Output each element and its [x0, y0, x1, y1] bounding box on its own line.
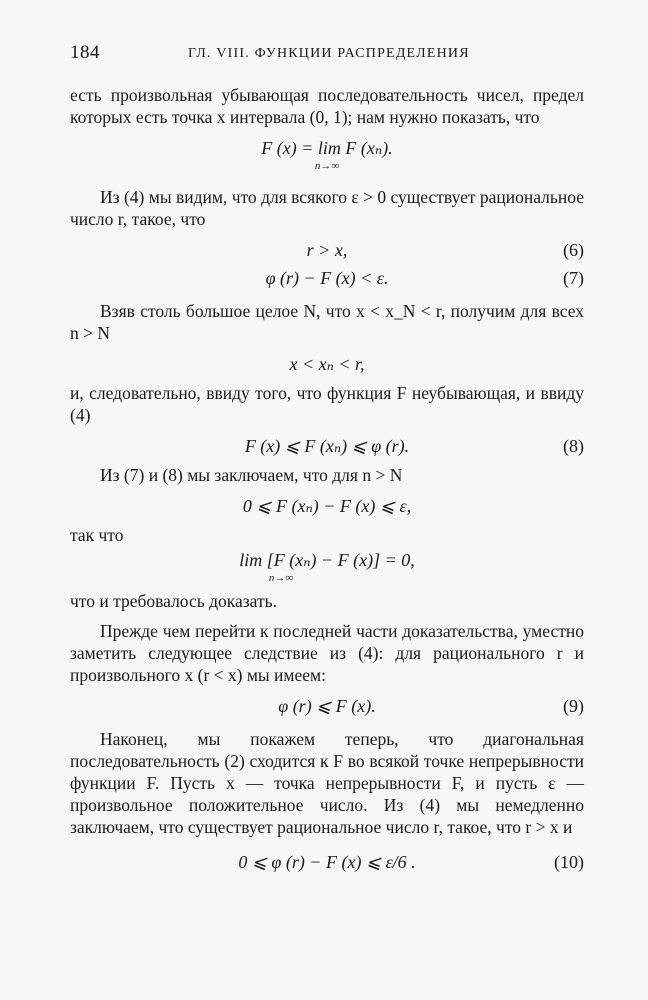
paragraph-2: Из (4) мы видим, что для всякого ε > 0 существует рациональное число r, такое, что	[70, 187, 584, 229]
page-number: 184	[70, 42, 100, 63]
equation-8	[70, 432, 584, 460]
paragraph-9: Наконец, мы покажем теперь, что диагональная последовательность (2) сходится к F во всякой точке непрерывности функции F. Пусть x — точка непрерывности F, и пусть ε — произвольное положительное число. Из (4) мы немедленно заключаем, что существует рациональное число r, такое, что r > x и	[70, 729, 584, 837]
equation-6-body: r > x,	[306, 240, 348, 260]
equation-6-tag: (6)	[563, 240, 584, 260]
equation-x-xn-r-body: x < xₙ < r,	[289, 354, 365, 374]
equation-9	[70, 692, 584, 720]
equation-10	[70, 848, 584, 876]
equation-10-body: 0 ⩽ φ (r) − F (x) ⩽ ε/6 .	[238, 852, 416, 872]
equation-9-body: φ (r) ⩽ F (x).	[278, 696, 376, 716]
paragraph-7: что и требовалось доказать.	[70, 591, 278, 611]
equation-7-tag: (7)	[563, 268, 584, 288]
equation-8-body: F (x) ⩽ F (xₙ) ⩽ φ (r).	[244, 436, 410, 456]
equation-10-tag: (10)	[554, 852, 584, 872]
equation-inequality-body: 0 ⩽ F (xₙ) − F (x) ⩽ ε,	[242, 496, 412, 516]
equation-8-tag: (8)	[563, 436, 584, 456]
paragraph-1: есть произвольная убывающая последовательность чисел, предел которых есть точка x интервала (0, 1); нам нужно показать, что	[70, 85, 584, 127]
equation-7-body: φ (r) − F (x) < ε.	[265, 268, 389, 288]
equation-lim-difference-sub: n→∞	[268, 572, 294, 584]
paragraph-6: так что	[70, 525, 124, 545]
paragraph-3: Взяв столь большое целое N, что x < x_N < r, получим для всех n > N	[70, 301, 584, 343]
equation-lim-difference	[70, 546, 584, 590]
equation-inequality	[70, 492, 584, 520]
equation-7	[70, 264, 584, 292]
paragraph-5: Из (7) и (8) мы заключаем, что для n > N	[100, 465, 403, 485]
equation-limit-body: F (x) = lim F (xₙ).	[261, 138, 393, 158]
page-header	[70, 30, 584, 63]
paragraph-4: и, следовательно, ввиду того, что функция F неубывающая, и ввиду (4)	[70, 383, 584, 425]
equation-lim-difference-body: lim [F (xₙ) − F (x)] = 0,	[239, 550, 415, 570]
equation-limit-sub: n→∞	[314, 160, 340, 172]
book-page	[70, 30, 584, 876]
running-title: ГЛ. VIII. ФУНКЦИИ РАСПРЕДЕЛЕНИЯ	[188, 46, 470, 61]
equation-9-tag: (9)	[563, 696, 584, 716]
paragraph-8: Прежде чем перейти к последней части доказательства, уместно заметить следующее следствие из (4): для рационального r и произвольного x (r < x) мы имеем:	[70, 621, 584, 685]
equation-6	[70, 236, 584, 264]
equation-x-xn-r	[70, 350, 584, 378]
equation-limit	[70, 134, 584, 178]
